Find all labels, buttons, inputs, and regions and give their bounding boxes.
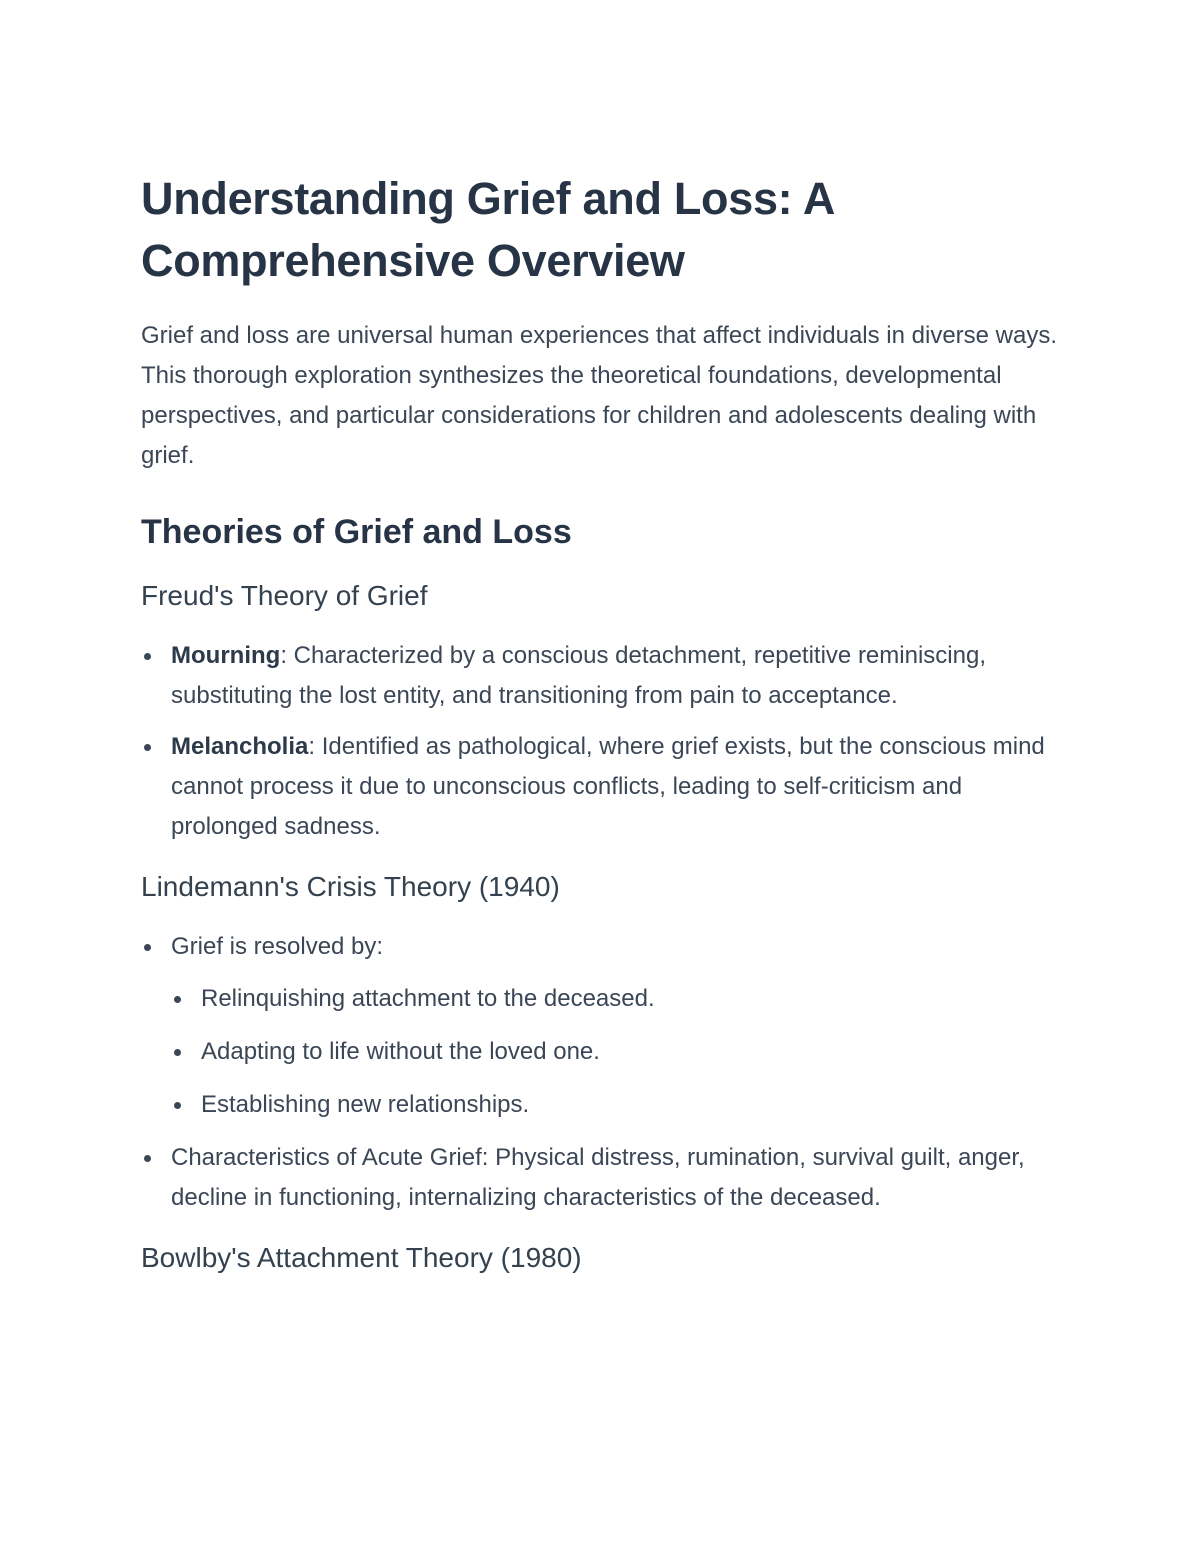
term-mourning: Mourning (171, 642, 281, 669)
freud-list (141, 636, 1061, 847)
document-page (141, 168, 1061, 1280)
list-item-melancholia (141, 727, 1061, 847)
list-item-acute-grief: Characteristics of Acute Grief: Physical distress, rumination, survival guilt, anger, decline in functioning, internalizing characteristics of the deceased. (141, 1138, 1061, 1218)
list-item-establishing: Establishing new relationships. (171, 1085, 1061, 1125)
lindemann-list (141, 927, 1061, 1218)
resolved-sublist (171, 979, 1061, 1125)
melancholia-description: : Identified as pathological, where grief exists, but the conscious mind cannot process it due to unconscious conflicts, leading to self-criticism and prolonged sadness. (171, 733, 1045, 840)
subheading-lindemann: Lindemann's Crisis Theory (1940) (141, 871, 560, 902)
list-item-resolved (141, 927, 1061, 1125)
intro-paragraph: Grief and loss are universal human experiences that affect individuals in diverse ways. This thorough exploration synthesizes the theoretical foundations, developmental perspectives, and particular considerations for children and adolescents dealing with grief. (141, 322, 1058, 469)
document-title: Understanding Grief and Loss: A Comprehensive Overview (141, 173, 834, 286)
subheading-freud: Freud's Theory of Grief (141, 580, 428, 611)
subheading-bowlby: Bowlby's Attachment Theory (1980) (141, 1242, 582, 1273)
resolved-label: Grief is resolved by: (171, 933, 384, 960)
mourning-description: : Characterized by a conscious detachment, repetitive reminiscing, substituting the lost entity, and transitioning from pain to acceptance. (171, 642, 986, 709)
term-melancholia: Melancholia (171, 733, 309, 760)
list-item-mourning (141, 636, 1061, 716)
list-item-adapting: Adapting to life without the loved one. (171, 1032, 1061, 1072)
section-heading-theories: Theories of Grief and Loss (141, 513, 572, 551)
list-item-relinquishing: Relinquishing attachment to the deceased. (171, 979, 1061, 1019)
